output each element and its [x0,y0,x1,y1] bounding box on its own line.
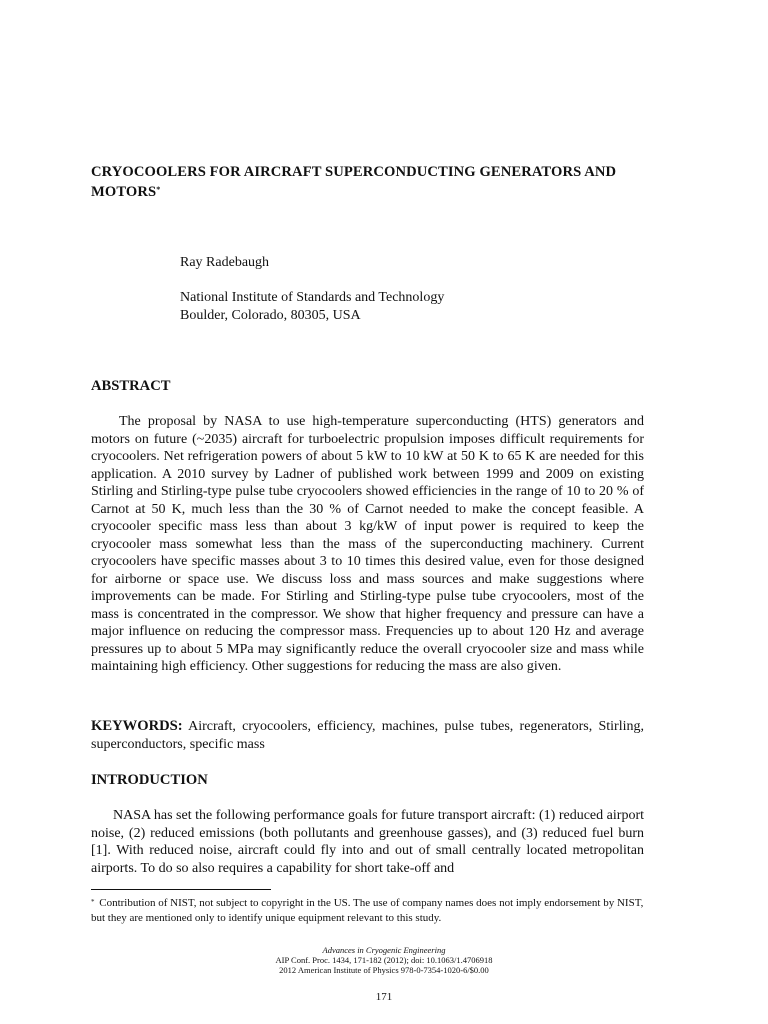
copyright-line: 2012 American Institute of Physics 978-0-7354-1020-6/$0.00 [279,965,489,975]
introduction-heading: INTRODUCTION [91,772,208,788]
abstract-body: The proposal by NASA to use high-temperature superconducting (HTS) generators and motors on future (~2035) aircraft for turboelectric propulsion imposes difficult requirements for cryocoolers. Net refrigeration powers of about 5 kW to 10 kW at 50 K to 65 K are needed for this application. A 2010 survey by Ladner of published work between 1999 and 2009 on existing Stirling and Stirling-type pulse tube cryocoolers showed efficiencies in the range of 10 to 20 % of Carnot at 50 K, much less than the 30 % of Carnot needed to make the concept feasible. A cryocooler specific mass less than about 3 kg/kW of input power is required to keep the cryocooler mass somewhat less than the mass of the superconducting machinery. Current cryocoolers have specific masses about 3 to 10 times this desired value, even for those designed for airborne or space use. We discuss loss and mass sources and make suggestions where improvements can be made. For Stirling and Stirling-type pulse tube cryocoolers, most of the mass is concentrated in the compressor. We show that higher frequency and pressure can have a major influence on reducing the compressor mass. Frequencies up to about 120 Hz and average pressures up to about 5 MPa may significantly reduce the overall cryocooler size and mass while maintaining high efficiency. Other suggestions for reducing the mass are also given. [91,414,644,674]
publication-info [184,945,584,975]
introduction-body: NASA has set the following performance goals for future transport aircraft: (1) reduced airport noise, (2) reduced emissions (both pollutants and greenhouse gasses), and (3) reduced fuel burn [1]. With reduced noise, aircraft could fly into and out of small centrally located metropolitan airports. To do so also requires a capability for short take-off and [91,808,644,876]
footnote-divider [91,889,271,890]
footnote-text: Contribution of NIST, not subject to copyright in the US. The use of company names does not imply endorsement by NIST, but they are mentioned only to identify unique equipment relevant to this study. [91,897,644,924]
footnote [91,896,644,926]
paper-title-text: CRYOCOOLERS FOR AIRCRAFT SUPERCONDUCTING GENERATORS AND MOTORS [91,164,617,200]
abstract-heading: ABSTRACT [91,378,171,394]
keywords-paragraph [91,718,644,753]
affiliation-institution: National Institute of Standards and Technology [180,290,445,305]
keywords-label: KEYWORDS: [91,718,183,734]
affiliation-address: Boulder, Colorado, 80305, USA [180,308,361,323]
author-name: Ray Radebaugh [180,255,270,270]
page-number: 171 [375,991,393,1003]
paper-title [91,162,651,202]
footnote-marker: * [91,898,95,906]
author-affiliation [180,289,444,325]
citation-line: AIP Conf. Proc. 1434, 171-182 (2012); doi: 10.1063/1.4706918 [275,955,493,965]
journal-name: Advances in Cryogenic Engineering [322,945,446,955]
title-footnote-marker: * [156,185,161,194]
keywords-list: Aircraft, cryocoolers, efficiency, machines, pulse tubes, regenerators, Stirling, superconductors, specific mass [91,719,644,752]
